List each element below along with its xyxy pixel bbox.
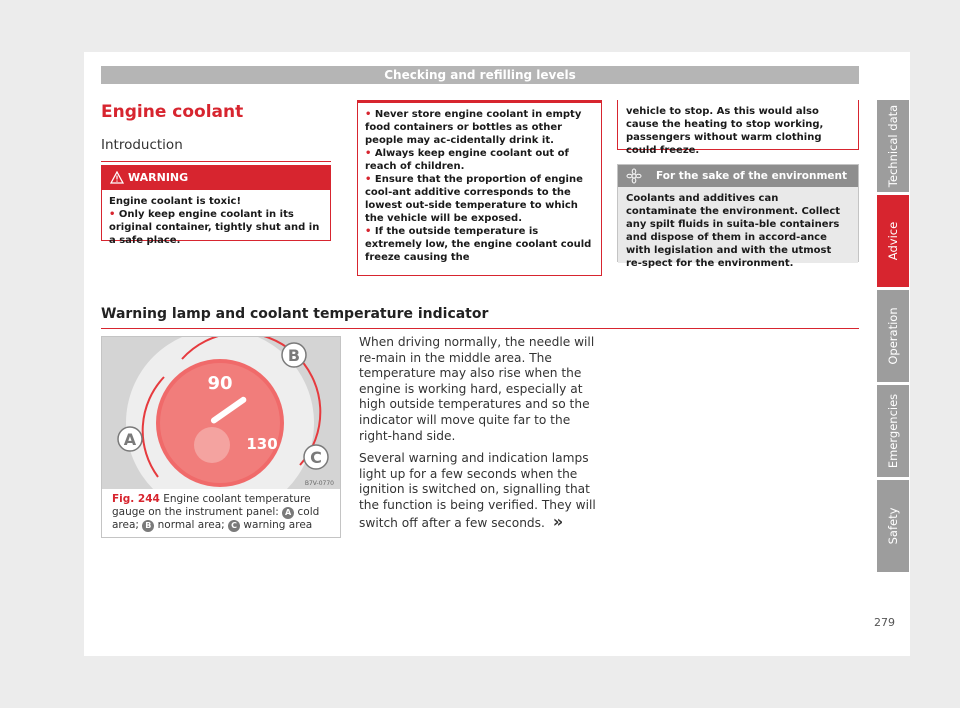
warning-body [102, 190, 330, 252]
tab-technical-data[interactable] [877, 100, 909, 192]
tab-safety[interactable] [877, 480, 909, 572]
caption-part: warning area [243, 519, 313, 531]
warning-bullet-text: Only keep engine coolant in its original container, tightly shut and in a safe place. [109, 209, 320, 246]
caption-marker-b: B [142, 520, 154, 532]
chapter-header: Checking and refilling levels [101, 66, 859, 84]
coolant-gauge-illustration [102, 337, 340, 489]
figure-number: Fig. 244 [112, 493, 160, 505]
list-item-text: Never store engine coolant in empty food containers or bottles as other people may ac-cidentally drink it. [365, 109, 582, 146]
tab-label: Advice [886, 221, 900, 261]
continue-mark: » [552, 511, 564, 531]
caption-marker-a: A [282, 507, 294, 519]
gauge-label-130: 130 [246, 435, 278, 453]
section-title: Engine coolant [101, 102, 244, 122]
warning-end-text: vehicle to stop. As this would also cause the heating to stop working, passengers without warm clothing could freeze. [626, 106, 824, 156]
figure-caption [112, 493, 332, 532]
tab-label: Operation [886, 307, 900, 365]
caption-part: Engine coolant temperature gauge on the instrument panel: [112, 493, 311, 518]
list-item: • Always keep engine coolant out of reach of children. [365, 148, 569, 172]
warning-lead: Engine coolant is toxic! [109, 196, 242, 207]
body-paragraph-text: Several warning and indication lamps light up for a few seconds when the ignition is switched on, signalling that the function is being verified. They will switch off after a few seconds. [359, 451, 596, 530]
figure-box [101, 336, 341, 538]
list-item: • Never store engine coolant in empty food containers or bottles as other people may ac-cidentally drink it. [365, 109, 582, 146]
list-item-text: Always keep engine coolant out of reach of children. [365, 148, 569, 172]
warning-triangle-icon [110, 171, 124, 184]
tab-operation[interactable] [877, 290, 909, 382]
list-item: • Ensure that the proportion of engine cool-ant additive corresponds to the lowest out-side temperature to which the vehicle will be exposed. [365, 174, 583, 224]
list-item: • If the outside temperature is extremely low, the engine coolant could freeze causing the [365, 226, 592, 263]
list-item-text: If the outside temperature is extremely low, the engine coolant could freeze causing the [365, 226, 592, 263]
tab-advice[interactable] [877, 195, 909, 287]
warning-header [102, 166, 330, 190]
caption-part: normal area; [157, 519, 225, 531]
page-number: 279 [874, 616, 895, 629]
warning-bullet [109, 208, 323, 247]
callout-a: A [123, 430, 137, 449]
environment-title: For the sake of the environment [656, 170, 848, 182]
warning-title: WARNING [128, 171, 189, 184]
environment-body: Coolants and additives can contaminate the environment. Collect any spilt fluids in suita-ble containers and dispose of them in accord-ance with legislation and with the utmost re-spect for the environment. [618, 187, 858, 263]
warning-end-box [617, 100, 859, 156]
figure-code: B7V-0770 [304, 480, 334, 487]
tab-emergencies[interactable] [877, 385, 909, 477]
callout-c: C [310, 448, 322, 467]
caption-marker-c: C [228, 520, 240, 532]
body-paragraph: When driving normally, the needle will re-main in the middle area. The temperature may also rise when the engine is working hard, especially at high outside temperatures and so the indicator will move quite far to the right-hand side. [359, 335, 595, 443]
caption-part: cold area; [112, 506, 320, 531]
list-item-text: Ensure that the proportion of engine cool-ant additive corresponds to the lowest out-side temperature to which the vehicle will be exposed. [365, 174, 583, 224]
tab-label: Technical data [886, 104, 900, 188]
body-text [359, 335, 603, 538]
section2-title: Warning lamp and coolant temperature indicator [101, 306, 859, 329]
gauge-label-90: 90 [207, 373, 233, 394]
warning-continued-box [357, 100, 602, 276]
side-tabs [877, 100, 909, 575]
bullet-dot: • [109, 209, 116, 220]
body-paragraph-2 [359, 451, 603, 531]
environment-flower-icon [626, 168, 642, 184]
tab-label: Emergencies [886, 393, 900, 469]
environment-box [617, 164, 859, 269]
callout-b: B [287, 346, 301, 365]
environment-header [618, 165, 858, 187]
tab-label: Safety [886, 507, 900, 545]
intro-heading: Introduction [101, 137, 331, 162]
warning-box [101, 165, 331, 246]
